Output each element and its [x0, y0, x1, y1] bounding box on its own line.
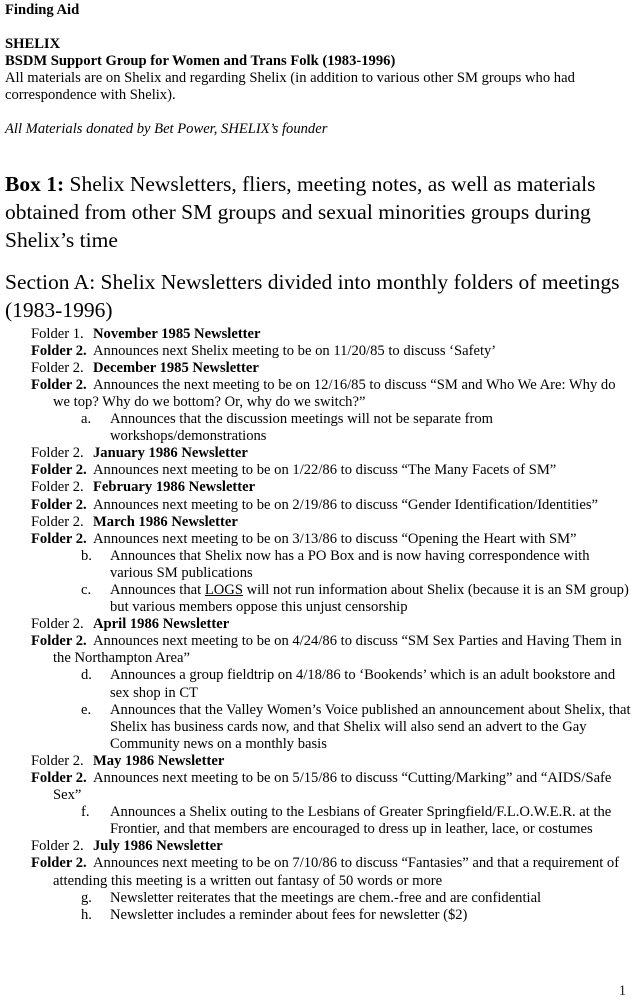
folder-title-row [5, 514, 634, 531]
folder-title-row [5, 479, 634, 496]
section-a-heading: Section A: Shelix Newsletters divided into monthly folders of meetings (1983-1996) [5, 270, 620, 323]
folder-label: Folder 2. [31, 376, 87, 393]
folder-label: Folder 2. [31, 838, 84, 855]
document-subtitle: BSDM Support Group for Women and Trans Folk (1983-1996) [5, 53, 396, 70]
sub-item-marker: e. [81, 701, 92, 718]
folder-note-row [5, 855, 634, 889]
folder-note-row [5, 343, 634, 360]
folder-note-row [5, 377, 634, 411]
folder-label: Folder 2. [31, 530, 87, 547]
folder-list [5, 326, 634, 924]
folder-title-row [5, 616, 634, 633]
sub-item-text: Announces that LOGS will not run information about Shelix (because it is an SM group) but various members oppose this unjust censorship [110, 581, 629, 616]
folder-note-row [5, 770, 634, 804]
sub-item-marker: c. [81, 581, 92, 598]
folder-label: Folder 2. [31, 342, 87, 359]
sub-item-row [5, 907, 634, 924]
sub-item-row [5, 411, 634, 445]
underlined-text: LOGS [204, 581, 243, 598]
folder-note-text: Announces next Shelix meeting to be on 11/20/85 to discuss ‘Safety’ [93, 342, 497, 359]
folder-title-row [5, 838, 634, 855]
sub-item-marker: g. [81, 889, 92, 906]
sub-item-marker: d. [81, 667, 92, 684]
folder-label: Folder 2. [31, 616, 84, 633]
folder-title-row [5, 753, 634, 770]
folder-label: Folder 2. [31, 359, 84, 376]
box-1-heading-text: Shelix Newsletters, fliers, meeting notes, as well as materials obtained from other SM groups and sexual minorities groups during Shelix’s time [5, 171, 596, 252]
sub-item-text: Announces a Shelix outing to the Lesbians of Greater Springfield/F.L.O.W.E.R. at the Frontier, and that members are encouraged to dress up in leather, lace, or costumes [110, 804, 612, 838]
page-number: 1 [618, 982, 626, 999]
newsletter-title: May 1986 Newsletter [93, 752, 225, 769]
folder-note-row [5, 531, 634, 548]
sub-item-marker: a. [81, 411, 92, 428]
box-1-label: Box 1: [5, 171, 65, 196]
newsletter-title: December 1985 Newsletter [93, 359, 259, 376]
sub-item-text: Announces a group fieldtrip on 4/18/86 to ‘Bookends’ which is an adult bookstore and sex shop in CT [110, 667, 616, 701]
folder-label: Folder 2. [31, 633, 87, 650]
folder-note-text: Announces next meeting to be on 1/22/86 to discuss “The Many Facets of SM” [93, 462, 557, 479]
folder-note-text: Announces next meeting to be on 5/15/86 to discuss “Cutting/Marking” and “AIDS/Safe Sex” [53, 770, 612, 804]
folder-label: Folder 2. [31, 496, 87, 513]
folder-note-text: Announces next meeting to be on 2/19/86 to discuss “Gender Identification/Identities” [93, 496, 598, 513]
folder-note-row [5, 633, 634, 667]
sub-item-text: Announces that the discussion meetings will not be separate from workshops/demonstrations [110, 411, 494, 445]
folder-label: Folder 2. [31, 513, 84, 530]
folder-label: Folder 2. [31, 479, 84, 496]
folder-label: Folder 2. [31, 770, 87, 787]
newsletter-title: January 1986 Newsletter [93, 445, 248, 462]
folder-label: Folder 2. [31, 462, 87, 479]
sub-item-row [5, 890, 634, 907]
folder-note-text: Announces next meeting to be on 3/13/86 to discuss “Opening the Heart with SM” [93, 530, 577, 547]
sub-item-text: Announces that the Valley Women’s Voice published an announcement about Shelix, that Shelix has business cards now, and that Shelix will also send an advert to the Gay Community news on a monthly basis [110, 701, 631, 752]
sub-item-row [5, 548, 634, 582]
newsletter-title: November 1985 Newsletter [93, 325, 261, 342]
folder-note-row [5, 462, 634, 479]
newsletter-title: February 1986 Newsletter [93, 479, 256, 496]
folder-note-row [5, 497, 634, 514]
folder-label: Folder 1. [31, 325, 84, 342]
sub-item-text: Newsletter reiterates that the meetings are chem.-free and are confidential [110, 889, 542, 906]
folder-title-row [5, 326, 634, 343]
sub-item-row [5, 667, 634, 701]
sub-item-marker: f. [81, 804, 90, 821]
sub-item-marker: b. [81, 547, 92, 564]
donation-note: All Materials donated by Bet Power, SHELIX’s founder [5, 121, 328, 138]
newsletter-title: July 1986 Newsletter [93, 838, 223, 855]
folder-label: Folder 2. [31, 855, 87, 872]
sub-item-row [5, 702, 634, 753]
newsletter-title: March 1986 Newsletter [93, 513, 238, 530]
document-title: SHELIX [5, 36, 61, 53]
sub-item-text: Newsletter includes a reminder about fees for newsletter ($2) [110, 906, 468, 923]
document-header [5, 36, 634, 104]
box-1-heading [5, 170, 634, 255]
folder-title-row [5, 360, 634, 377]
folder-note-text: Announces next meeting to be on 4/24/86 to discuss “SM Sex Parties and Having Them in the Northampton Area” [53, 633, 622, 667]
folder-label: Folder 2. [31, 445, 84, 462]
folder-title-row [5, 445, 634, 462]
folder-label: Folder 2. [31, 752, 84, 769]
sub-item-marker: h. [81, 906, 92, 923]
sub-item-row [5, 582, 634, 616]
folder-note-text: Announces the next meeting to be on 12/16/85 to discuss “SM and Who We Are: Why do we top? Why do we bottom? Or, why do we switch?” [53, 376, 616, 410]
newsletter-title: April 1986 Newsletter [93, 616, 230, 633]
finding-aid-label: Finding Aid [5, 2, 80, 18]
sub-item-text: Announces that Shelix now has a PO Box and is now having correspondence with various SM publications [110, 547, 590, 581]
folder-note-text: Announces next meeting to be on 7/10/86 to discuss “Fantasies” and that a requirement of attending this meeting is a written out fantasy of 50 words or more [53, 855, 620, 889]
sub-item-row [5, 804, 634, 838]
document-description: All materials are on Shelix and regarding Shelix (in addition to various other SM groups who had correspondence with Shelix). [5, 70, 575, 104]
